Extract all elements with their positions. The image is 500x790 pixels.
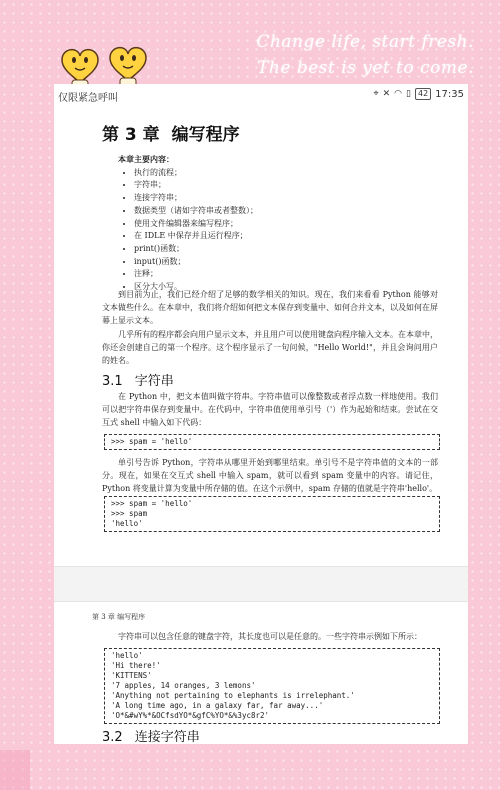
- battery-indicator: 42: [415, 88, 431, 100]
- summary-item: • 使用文件编辑器来编写程序；: [134, 218, 258, 231]
- chapter-title: [102, 120, 252, 145]
- location-icon: ⌖: [373, 89, 379, 99]
- code-block: >>> spam = 'hello': [104, 434, 440, 450]
- decorative-corner: [0, 750, 30, 790]
- summary-item: • 数据类型（诸如字符串或者整数）；: [134, 205, 258, 218]
- section-number: 3.2: [102, 730, 123, 744]
- banner-tagline-line2: The best is yet to come.: [257, 58, 474, 78]
- section-name: 连接字符串: [134, 730, 200, 744]
- clock: 17:35: [435, 88, 464, 100]
- summary-title: 本章主要内容：: [118, 155, 174, 164]
- paragraph: 在 Python 中，把文本值叫做字符串。字符串值可以像整数或者浮点数一样地使用。我们可以把字符串保存到变量中。在代码中，字符串值使用单引号（'）作为起始和结束。尝试在交互式 shell 中输入如下代码：: [102, 392, 438, 427]
- summary-item: • 注释；: [134, 268, 258, 281]
- mute-icon: ✕: [382, 89, 391, 99]
- code-block: 'hello' 'Hi there!' 'KITTENS' '7 apples, 14 oranges, 3 lemons' 'Anything not pertaining to elephants is irrelephant.' 'A long time ago, in a galaxy far, far away...' 'O*&#wY%*&OCfsdYO*&gfC%YO*&%3yc8r2': [104, 648, 440, 724]
- section-heading: [102, 370, 174, 389]
- status-bar: [54, 84, 468, 106]
- banner-tagline-line1: Change life, start fresh.: [256, 32, 474, 52]
- chapter-summary: [118, 154, 258, 294]
- paragraph: 几乎所有的程序都会向用户显示文本，并且用户可以使用键盘向程序输入文本。在本章中，你还会创建自己的第一个程序。这个程序显示了一句问候，"Hello World!"，并且会询问用户的姓名。: [102, 330, 438, 365]
- paragraph: 单引号告诉 Python，字符串从哪里开始到哪里结束。单引号不是字符串值的文本的一部分。现在，如果在交互式 shell 中输入 spam，就可以看到 spam 变量中的内容。请记住，Python 将变量计算为变量中所存储的值。在这个示例中，spam 存储的值就是字符串'hello'。: [102, 458, 438, 493]
- chapter-number: 第 3 章: [102, 125, 160, 145]
- carrier-status: 仅限紧急呼叫: [58, 93, 118, 104]
- section-name: 字符串: [134, 374, 174, 389]
- document-page: [54, 84, 468, 744]
- section-number: 3.1: [102, 374, 123, 389]
- page-break: [54, 566, 468, 602]
- summary-item: • print()函数；: [134, 243, 258, 256]
- summary-item: • 区分大小写。: [134, 281, 258, 294]
- theme-banner: [0, 0, 500, 88]
- summary-item: • input()函数；: [134, 256, 258, 269]
- running-head: 第 3 章 编写程序: [92, 613, 146, 621]
- chapter-name: 编写程序: [171, 125, 240, 145]
- summary-item: • 在 IDLE 中保存并且运行程序；: [134, 230, 258, 243]
- summary-item: • 字符串；: [134, 179, 258, 192]
- summary-item: • 连接字符串；: [134, 192, 258, 205]
- code-block: >>> spam = 'hello' >>> spam 'hello': [104, 496, 440, 532]
- section-heading: [102, 726, 200, 744]
- wifi-icon: ◠: [394, 89, 403, 99]
- paragraph: 字符串可以包含任意的键盘字符，其长度也可以是任意的。一些字符串示例如下所示：: [118, 632, 422, 641]
- paragraph: 到目前为止，我们已经介绍了足够的数学相关的知识。现在，我们来看看 Python 能够对文本做些什么。在本章中，我们将介绍如何把文本保存到变量中、如何合并文本，以及如何在屏幕上显示文本。: [102, 290, 438, 325]
- summary-item: • 执行的流程；: [134, 167, 258, 180]
- sim-icon: ▯: [406, 89, 411, 99]
